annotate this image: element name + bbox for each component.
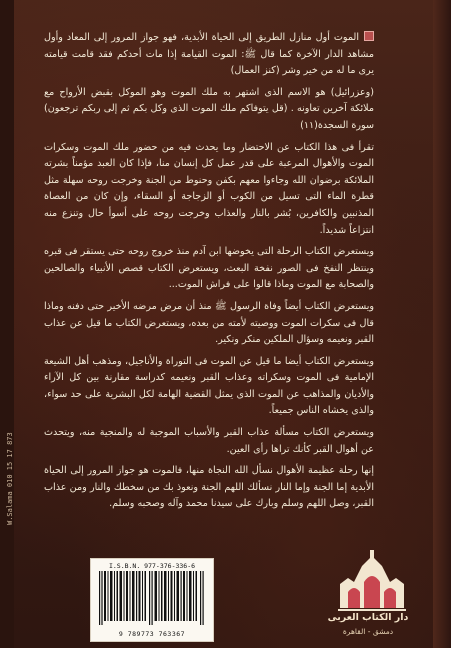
- blurb-paragraph-6: ويستعرض الكتاب أيضا ما قيل عن الموت فى التوراة والأناجيل، ومذهب أهل الشيعة الإمامية فى الموت وسكراته وعذاب القبر ونعيمه كدراسة مقارنة بين كل الآراء والأديان والمذاهب عن الموت الذى يمثل القضية الهامة لكل البشرية على حد سواء، والذى يخشاه الناس جميعاً.: [44, 355, 374, 417]
- blurb-paragraph-8: إنها رحلة عظيمة الأهوال نسأل الله النجاة منها، فالموت هو جواز المرور إلى الحياة الأبدية إما الجنة وإما النار نسألك اللهم الجنة ونعوذ بك من سخطك والنار ومن عذاب القبر، وصل اللهم وسلم وبارك على سيدنا محمد وآله وصحبه وسلم.: [44, 465, 374, 510]
- blurb-paragraph-7: ويستعرض الكتاب مسألة عذاب القبر والأسباب الموجبة له والمنجية منه، ويتحدث عن أهوال القبر كأنك تراها رأى العين.: [44, 427, 374, 455]
- cover-edge: [433, 0, 451, 648]
- blurb-paragraph-4: ويستعرض الكتاب الرحلة التى يخوضها ابن آدم منذ خروج روحه حتى يستقر فى قبره وينتظر النفخ فى الصور نفخة البعث، ويستعرض الكتاب قصص الأنبياء والصالحين والصحابة مع الموت وماذا قالوا على فراش الموت...: [44, 246, 374, 291]
- blurb-paragraph-3: تقرأ فى هذا الكتاب عن الاحتضار وما يحدث فيه من حضور ملك الموت وسكرات الموت والأهوال المرعبة على قدر عمل كل إنسان منا، فإذا كان العبد مؤمناً بشرته الملائكة برضوان الله وجاءوا معهم بكفن وحنوط من الجنة وخرجت روحه سهلة مثل قطرة الماء التى تسيل من الكوب أو الزجاجة أو السقاء، وإن كان من العصاة المذنبين والكافرين، بُشر بالنار والعذاب وخرجت روحه على أسوأ حال وتنزع منه انتزاعاً شديداً.: [44, 141, 374, 236]
- barcode-digits: 9 789773 763367: [118, 630, 186, 638]
- blurb-paragraph-1: الموت أول منازل الطريق إلى الحياة الأبدية، فهو جواز المرور إلى المعاد وأول مشاهد الدار الآخرة كما قال ﷺ: الموت القيامة إذا مات أحدكم فقد قامت قيامته يرى ما له من خير وشر (كنز العمال): [44, 32, 374, 77]
- publisher-name: دار الكتاب العربى: [327, 612, 409, 623]
- blurb-paragraph-5: ويستعرض الكتاب أيضاً وفاة الرسول ﷺ منذ أن مرض مرضه الأخير حتى دفنه وماذا قال فى سكرات الموت ووصيته لأمته من بعده، ويستعرض الكتاب ما قيل عن عذاب القبر ونعيمه وسؤال الملكين منكر ونكير.: [44, 300, 374, 346]
- spine-edge: [0, 0, 14, 648]
- designer-credit: W.Salama 010 15 17 873: [6, 432, 14, 525]
- isbn-barcode: [90, 558, 214, 642]
- blurb-paragraph-2: (وعزرائيل) هو الاسم الذى اشتهر به ملك الموت وهو الموكل بقبض الأرواح مع ملائكة آخرين تعاونه . (قل يتوفاكم ملك الموت الذى وكل بكم ثم إلى ربكم ترجعون) سورة السجدة(١١): [44, 86, 374, 131]
- publisher-city: دمشق - القاهرة: [342, 627, 394, 636]
- square-bullet-icon: [364, 31, 374, 41]
- barcode-icon: [99, 571, 205, 625]
- blurb-text: [44, 30, 374, 518]
- isbn-label: I.S.B.N. 977-376-336-6: [108, 562, 196, 570]
